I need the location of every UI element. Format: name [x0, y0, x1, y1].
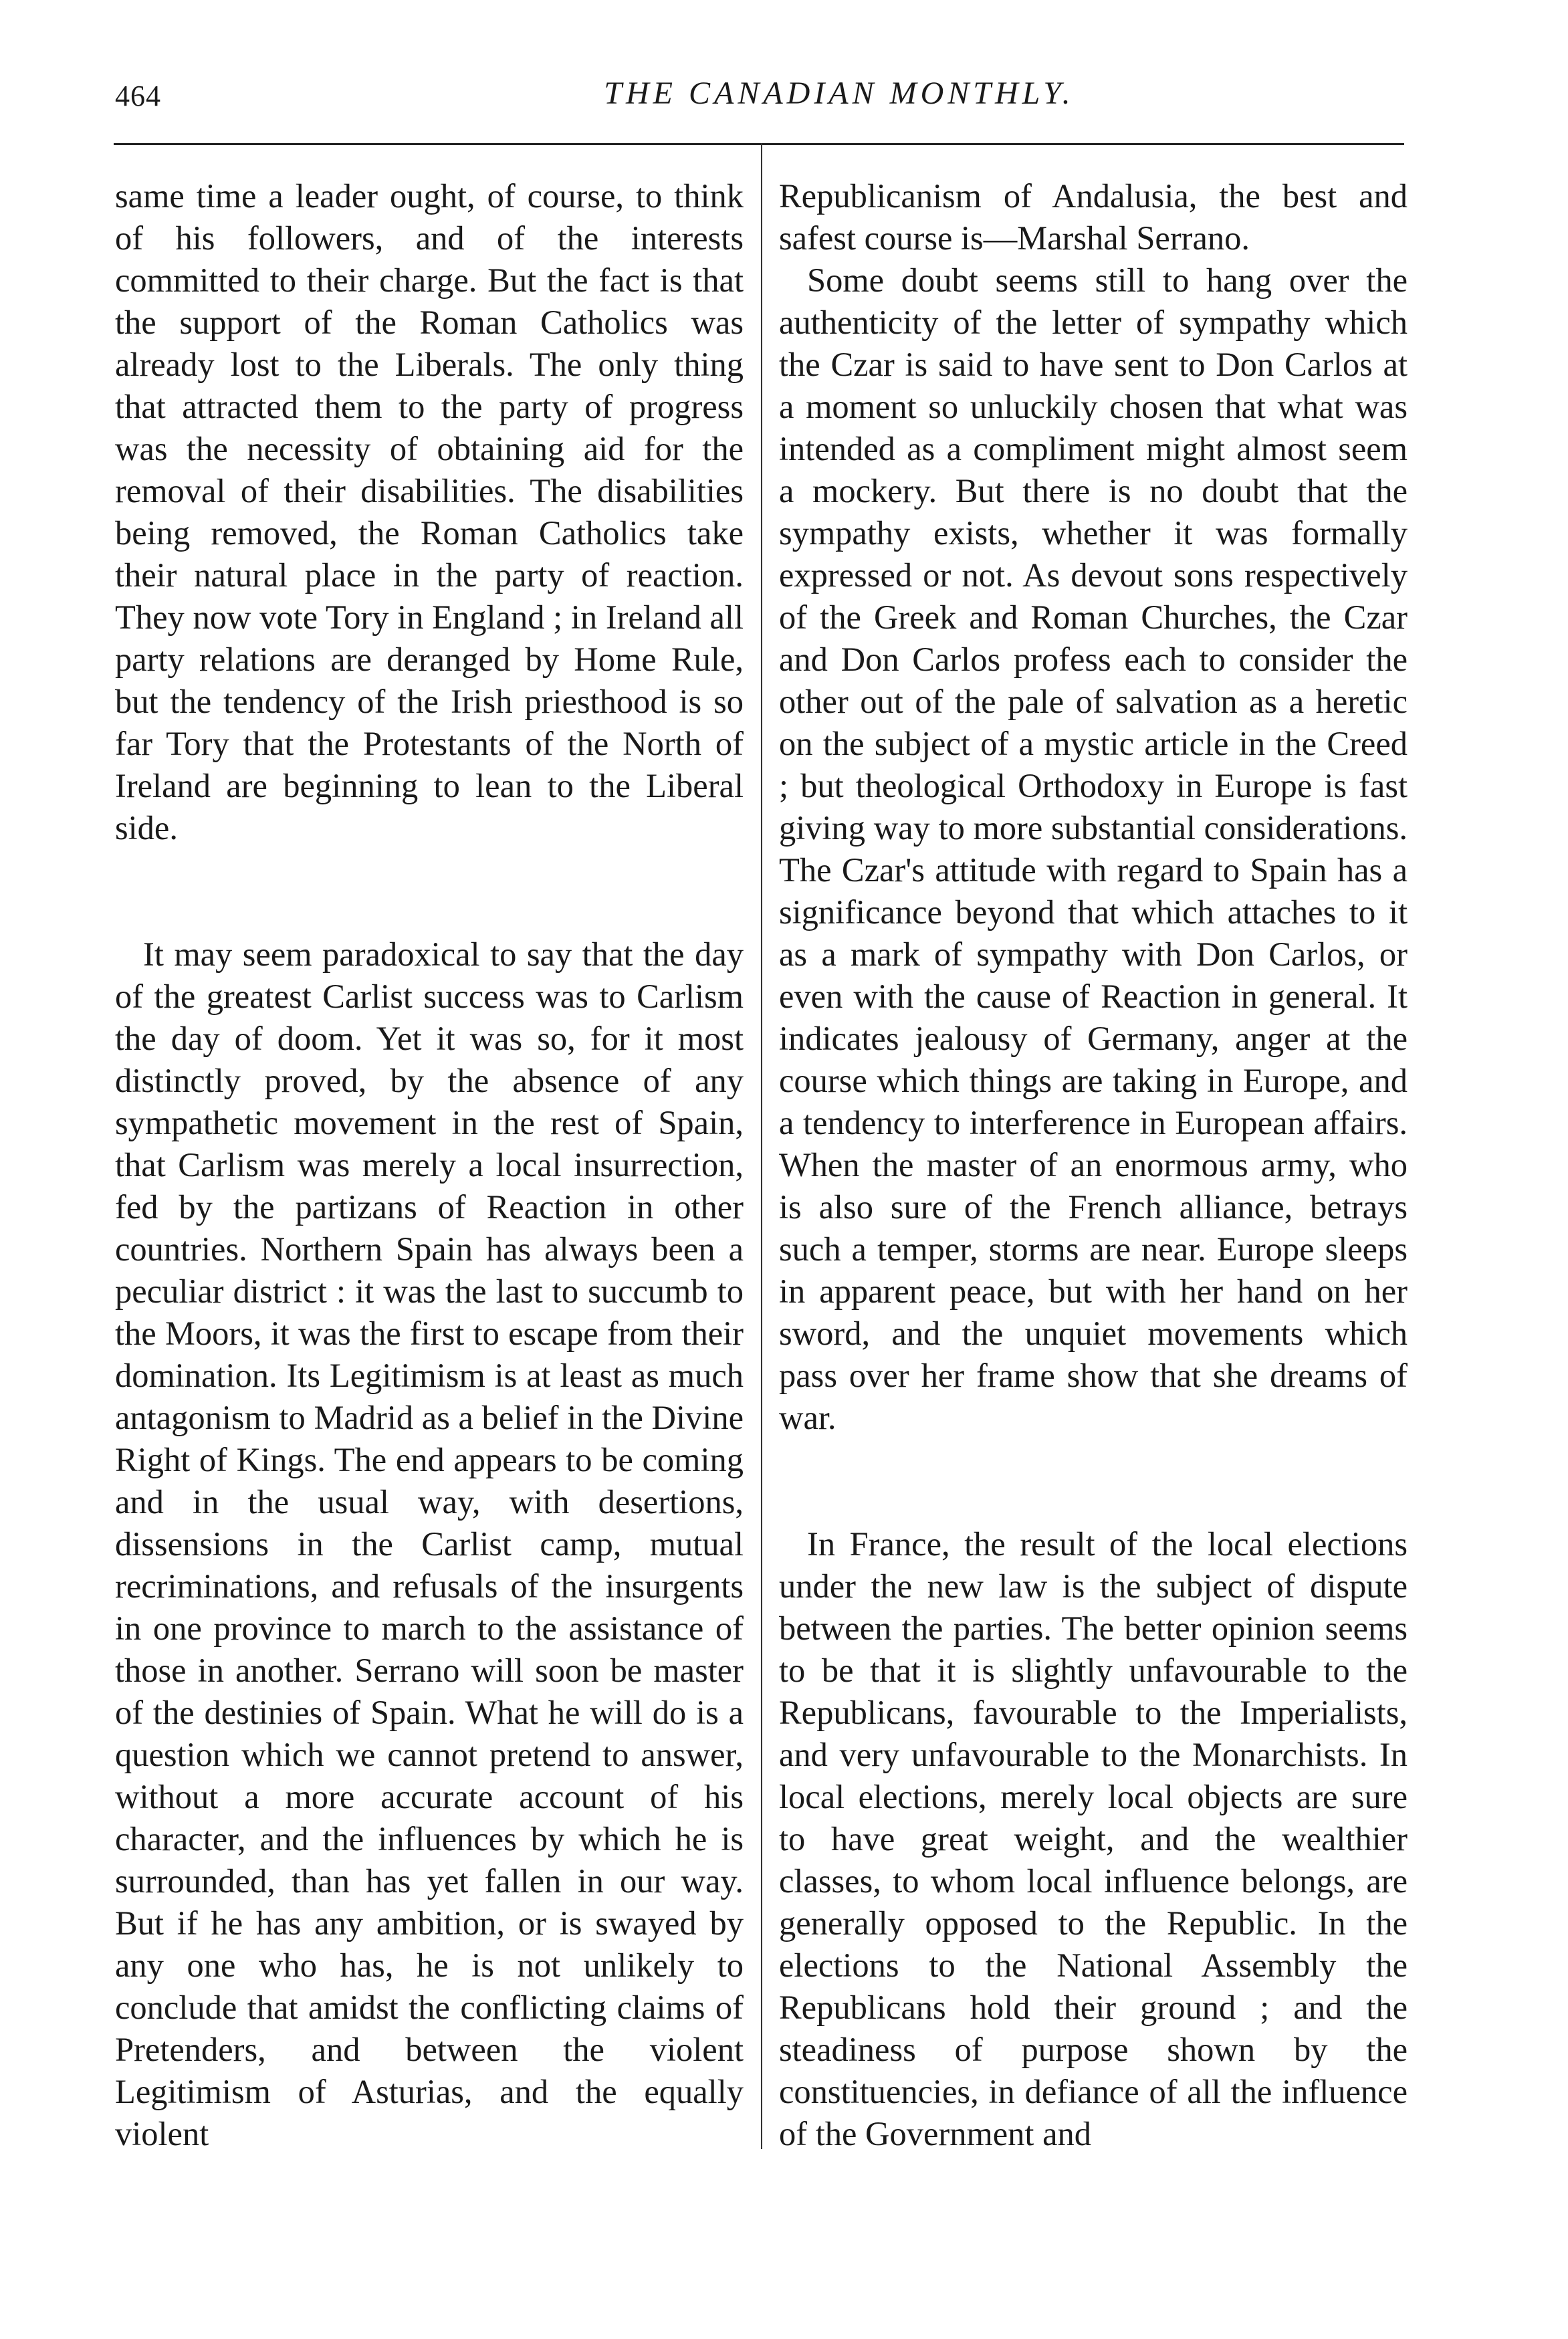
header-rule	[114, 143, 1404, 145]
right-column	[779, 175, 1408, 2155]
paragraph: Some doubt seems still to hang over the authenticity of the letter of sympathy which the Czar is said to have sent to Don Carlos at a moment so unluckily chosen that what was intended as a compliment might almost seem a mockery. But there is no doubt that the sympathy exists, whether it was formally expressed or not. As devout sons respectively of the Greek and Roman Churches, the Czar and Don Carlos profess each to consider the other out of the pale of salvation as a heretic on the subject of a mystic article in the Creed ; but theological Orthodoxy in Europe is fast giving way to more substantial considerations. The Czar's attitude with regard to Spain has a significance beyond that which attaches to it as a mark of sympathy with Don Carlos, or even with the cause of Reaction in general. It indicates jealousy of Germany, anger at the course which things are taking in Europe, and a tendency to interference in European affairs. When the master of an enormous army, who is also sure of the French alliance, betrays such a temper, storms are near. Europe sleeps in apparent peace, but with her hand on her sword, and the unquiet movements which pass over her frame show that she dreams of war.	[779, 261, 1408, 1436]
running-title: THE CANADIAN MONTHLY.	[604, 76, 1075, 111]
left-column	[115, 175, 744, 2155]
paragraph: Republicanism of Andalusia, the best and safest course is—Marshal Serrano.	[779, 177, 1408, 257]
paragraph: same time a leader ought, of course, to think of his followers, and of the interests committed to their charge. But the fact is that the support of the Roman Catholics was already lost to the Liberals. The only thing that attracted them to the party of progress was the necessity of obtaining aid for the removal of their disabilities. The disabilities being removed, the Roman Catholics take their natural place in the party of reaction. They now vote Tory in England ; in Ireland all party relations are deranged by Home Rule, but the tendency of the Irish priesthood is so far Tory that the Protestants of the North of Ireland are beginning to lean to the Liberal side.	[115, 177, 744, 847]
column-divider	[761, 143, 762, 2149]
section-break	[779, 1439, 1408, 1523]
paragraph: In France, the result of the local elections under the new law is the subject of dispute between the parties. The better opinion seems to be that it is slightly unfavourable to the Republicans, favourable to the Imperialists, and very unfavourable to the Monarchists. In local elections, merely local objects are sure to have great weight, and the wealthier classes, to whom local influence belongs, are generally opposed to the Republic. In the elections to the National Assembly the Republicans hold their ground ; and the steadiness of purpose shown by the constituencies, in defiance of all the influence of the Government and	[779, 1525, 1408, 2152]
paragraph: It may seem paradoxical to say that the day of the greatest Carlist success was to Carlism the day of doom. Yet it was so, for it most distinctly proved, by the absence of any sympathetic movement in the rest of Spain, that Carlism was merely a local insurrection, fed by the partizans of Reaction in other countries. Northern Spain has always been a peculiar district : it was the last to succumb to the Moors, it was the first to escape from their domination. Its Legitimism is at least as much antagonism to Madrid as a belief in the Divine Right of Kings. The end appears to be coming and in the usual way, with desertions, dissensions in the Carlist camp, mutual recriminations, and refusals of the insurgents in one province to march to the assistance of those in another. Serrano will soon be master of the destinies of Spain. What he will do is a question which we cannot pretend to answer, without a more accurate account of his character, and the influences by which he is surrounded, than has yet fallen in our way. But if he has any ambition, or is swayed by any one who has, he is not unlikely to conclude that amidst the conflicting claims of Pretenders, and between the violent Legitimism of Asturias, and the equally violent	[115, 935, 744, 2152]
section-break	[115, 849, 744, 933]
page-number: 464	[115, 80, 161, 112]
